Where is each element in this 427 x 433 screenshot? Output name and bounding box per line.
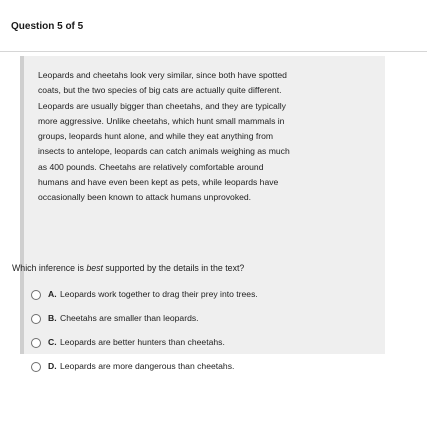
passage-line: coats, but the two species of big cats are actually quite different. (38, 85, 282, 96)
passage-line: occasionally been known to attack humans unprovoked. (38, 192, 252, 203)
passage-line: as 400 pounds. Cheetahs are relatively comfortable around (38, 161, 264, 172)
question-counter: Question 5 of 5 (11, 21, 84, 32)
radio-button-icon[interactable] (31, 290, 41, 300)
choice-text: Cheetahs are smaller than leopards. (60, 313, 199, 323)
choice-letter: D. (48, 361, 57, 371)
answer-choice-b[interactable] (31, 312, 411, 334)
question-header (0, 0, 427, 52)
passage-line: groups, leopards hunt alone, and while they eat anything from (38, 131, 274, 142)
radio-button-icon[interactable] (31, 338, 41, 348)
prompt-emphasis: best (86, 263, 103, 273)
passage-line: insects to antelope, leopards can catch animals weighing as much (38, 146, 290, 157)
choice-text: Leopards are more dangerous than cheetahs. (60, 361, 235, 371)
answer-choice-a[interactable] (31, 288, 411, 310)
question-prompt (12, 263, 412, 273)
radio-button-icon[interactable] (31, 314, 41, 324)
choice-letter: C. (48, 337, 57, 347)
prompt-text-before: Which inference is (12, 263, 87, 273)
choice-text: Leopards are better hunters than cheetahs. (60, 337, 225, 347)
answer-choice-c[interactable] (31, 336, 411, 358)
passage-text (38, 68, 374, 206)
answer-choice-d[interactable] (31, 360, 411, 382)
answer-choices (31, 288, 411, 384)
radio-button-icon[interactable] (31, 362, 41, 372)
choice-letter: A. (48, 289, 57, 299)
prompt-text-after: supported by the details in the text? (102, 263, 245, 273)
passage-line: Leopards and cheetahs look very similar, since both have spotted (38, 70, 287, 80)
passage-line: Leopards are usually bigger than cheetahs, and they are typically (38, 100, 286, 111)
choice-letter: B. (48, 313, 57, 323)
choice-text: Leopards work together to drag their prey into trees. (60, 289, 258, 299)
passage-line: more aggressive. Unlike cheetahs, which hunt small mammals in (38, 115, 285, 126)
passage-line: humans and have even been kept as pets, while leopards have (38, 177, 279, 188)
